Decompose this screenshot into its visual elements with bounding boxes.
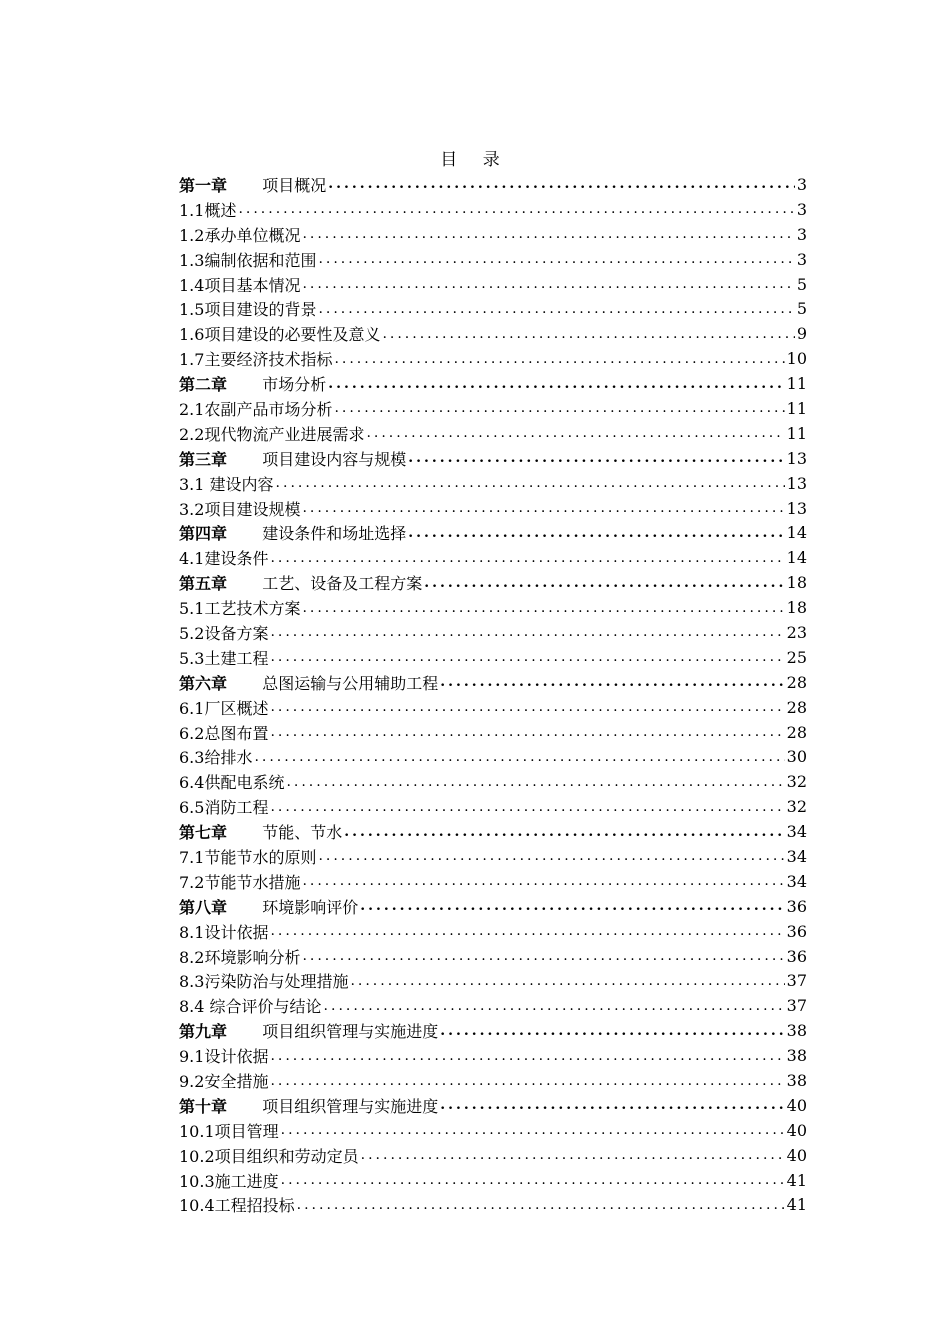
toc-entry-label: 1.4项目基本情况: [179, 275, 301, 295]
toc-section-entry[interactable]: [179, 222, 807, 247]
toc-section-entry[interactable]: [179, 695, 807, 720]
toc-entry-label: 2.1农副产品市场分析: [179, 399, 333, 419]
toc-page-number: 41: [786, 1170, 807, 1190]
toc-dot-leader: [344, 824, 784, 840]
toc-chapter-title: 环境影响评价: [262, 897, 359, 917]
toc-dot-leader: [270, 624, 784, 640]
toc-dot-leader: [270, 799, 784, 815]
toc-dot-leader: [318, 251, 794, 267]
toc-section-entry[interactable]: [179, 744, 807, 769]
toc-entry-label: 8.1设计依据: [179, 922, 269, 942]
toc-page-number: 9: [796, 324, 807, 344]
toc-section-entry[interactable]: [179, 471, 807, 496]
toc-page-number: 36: [786, 896, 807, 916]
toc-dot-leader: [408, 450, 784, 466]
toc-page-number: 3: [796, 249, 807, 269]
toc-dot-leader: [328, 176, 795, 192]
toc-entry-label: 2.2现代物流产业进展需求: [179, 424, 365, 444]
toc-chapter-entry[interactable]: [179, 894, 807, 919]
toc-dot-leader: [318, 848, 784, 864]
toc-page-number: 11: [786, 374, 807, 394]
toc-page-number: 36: [786, 921, 807, 941]
toc-entry-label: 1.2承办单位概况: [179, 225, 301, 245]
toc-chapter-entry[interactable]: [179, 172, 807, 197]
toc-section-entry[interactable]: [179, 247, 807, 272]
toc-chapter-title: 项目建设内容与规模: [262, 449, 407, 469]
toc-section-entry[interactable]: [179, 1068, 807, 1093]
toc-entry-label: 5.2设备方案: [179, 623, 269, 643]
toc-entry-label: 6.5消防工程: [179, 798, 269, 818]
toc-entry-label: 第五章: [179, 574, 228, 594]
toc-dot-leader: [276, 475, 785, 491]
toc-section-entry[interactable]: [179, 272, 807, 297]
toc-dot-leader: [270, 699, 784, 715]
toc-entry-label: 1.1概述: [179, 200, 237, 220]
toc-chapter-entry[interactable]: [179, 570, 807, 595]
toc-page-number: 30: [786, 747, 807, 767]
toc-page-number: 28: [786, 722, 807, 742]
toc-entry-label: 7.2节能节水措施: [179, 872, 301, 892]
toc-entry-label: 第六章: [179, 673, 228, 693]
toc-section-entry[interactable]: [179, 869, 807, 894]
toc-list: [179, 172, 807, 1217]
toc-entry-label: 10.2项目组织和劳动定员: [179, 1146, 359, 1166]
toc-page-number: 28: [786, 672, 807, 692]
toc-page-number: 13: [786, 448, 807, 468]
toc-section-entry[interactable]: [179, 919, 807, 944]
toc-dot-leader: [361, 1147, 785, 1163]
toc-dot-leader: [286, 774, 784, 790]
toc-entry-label: 第一章: [179, 175, 228, 195]
toc-page-number: 5: [796, 274, 807, 294]
toc-dot-leader: [270, 724, 784, 740]
toc-page-number: 38: [786, 1021, 807, 1041]
toc-dot-leader: [270, 1048, 784, 1064]
toc-page-number: 25: [786, 647, 807, 667]
toc-dot-leader: [254, 749, 784, 765]
toc-chapter-title: 市场分析: [262, 375, 327, 395]
toc-section-entry[interactable]: [179, 1043, 807, 1068]
toc-title: 目 录: [440, 150, 510, 170]
toc-entry-label: 8.2环境影响分析: [179, 947, 301, 967]
toc-page-number: 32: [786, 797, 807, 817]
toc-entry-label: 8.4 综合评价与结论: [179, 997, 322, 1017]
toc-dot-leader: [350, 973, 784, 989]
toc-entry-label: 1.7主要经济技术指标: [179, 350, 333, 370]
toc-entry-label: 6.3给排水: [179, 748, 253, 768]
toc-page-number: 34: [786, 846, 807, 866]
toc-entry-label: 5.1工艺技术方案: [179, 599, 301, 619]
toc-section-entry[interactable]: [179, 197, 807, 222]
toc-entry-label: 第七章: [179, 823, 228, 843]
toc-dot-leader: [360, 898, 784, 914]
toc-entry-label: 6.4供配电系统: [179, 773, 285, 793]
toc-entry-label: 10.3施工进度: [179, 1171, 279, 1191]
toc-page-number: 34: [786, 871, 807, 891]
toc-page-number: 37: [786, 996, 807, 1016]
toc-page-number: 5: [796, 299, 807, 319]
toc-dot-leader: [424, 575, 784, 591]
toc-dot-leader: [440, 1023, 784, 1039]
toc-page-number: 36: [786, 946, 807, 966]
toc-chapter-title: 项目组织管理与实施进度: [262, 1022, 439, 1042]
toc-dot-leader: [270, 1073, 784, 1089]
toc-chapter-entry[interactable]: [179, 819, 807, 844]
toc-page-number: 11: [786, 423, 807, 443]
toc-dot-leader: [281, 1122, 785, 1138]
toc-page-number: 3: [796, 199, 807, 219]
toc-section-entry[interactable]: [179, 620, 807, 645]
toc-entry-label: 第二章: [179, 375, 228, 395]
toc-section-entry[interactable]: [179, 1118, 807, 1143]
toc-entry-label: 6.1厂区概述: [179, 698, 269, 718]
toc-section-entry[interactable]: [179, 545, 807, 570]
toc-section-entry[interactable]: [179, 844, 807, 869]
toc-section-entry[interactable]: [179, 346, 807, 371]
toc-entry-label: 第八章: [179, 897, 228, 917]
toc-page-number: 40: [786, 1120, 807, 1140]
toc-section-entry[interactable]: [179, 720, 807, 745]
toc-page-number: 3: [796, 174, 807, 194]
toc-entry-label: 第九章: [179, 1022, 228, 1042]
toc-entry-label: 1.6项目建设的必要性及意义: [179, 325, 381, 345]
toc-page-number: 38: [786, 1071, 807, 1090]
toc-entry-label: 3.1 建设内容: [179, 474, 274, 494]
toc-page-number: 34: [786, 822, 807, 842]
toc-entry-label: 7.1节能节水的原则: [179, 847, 317, 867]
toc-section-entry[interactable]: [179, 769, 807, 794]
toc-dot-leader: [334, 351, 784, 367]
toc-entry-label: 9.1设计依据: [179, 1047, 269, 1067]
toc-entry-label: 6.2总图布置: [179, 723, 269, 743]
toc-dot-leader: [238, 201, 794, 217]
toc-page-number: 11: [786, 398, 807, 418]
toc-entry-label: 8.3污染防治与处理措施: [179, 972, 349, 992]
toc-entry-label: 5.3土建工程: [179, 648, 269, 668]
toc-chapter-title: 节能、节水: [262, 823, 343, 843]
toc-page-number: 13: [786, 498, 807, 518]
toc-dot-leader: [302, 873, 784, 889]
toc-dot-leader: [302, 500, 784, 516]
toc-page-number: 28: [786, 697, 807, 717]
toc-entry-label: 9.2安全措施: [179, 1072, 269, 1091]
toc-chapter-title: 项目概况: [262, 175, 327, 195]
toc-page-number: 40: [786, 1145, 807, 1165]
toc-page-number: 41: [786, 1195, 807, 1215]
toc-dot-leader: [328, 376, 784, 392]
toc-entry-label: 第四章: [179, 524, 228, 544]
toc-section-entry[interactable]: [179, 1193, 807, 1218]
toc-section-entry[interactable]: [179, 396, 807, 421]
toc-dot-leader: [302, 226, 794, 242]
toc-dot-leader: [302, 276, 794, 292]
toc-dot-leader: [366, 425, 784, 441]
toc-page-number: 32: [786, 772, 807, 792]
toc-section-entry[interactable]: [179, 496, 807, 521]
toc-chapter-title: 工艺、设备及工程方案: [262, 574, 423, 594]
toc-chapter-title: 建设条件和场址选择: [262, 524, 407, 544]
toc-chapter-entry[interactable]: [179, 371, 807, 396]
toc-dot-leader: [281, 1172, 785, 1188]
toc-section-entry[interactable]: [179, 296, 807, 321]
toc-chapter-entry[interactable]: [179, 1093, 807, 1118]
toc-section-entry[interactable]: [179, 421, 807, 446]
toc-dot-leader: [297, 1197, 785, 1213]
toc-entry-label: 10.4工程招投标: [179, 1196, 295, 1216]
toc-dot-leader: [318, 301, 794, 317]
toc-section-entry[interactable]: [179, 595, 807, 620]
toc-page-number: 40: [786, 1095, 807, 1115]
toc-dot-leader: [382, 326, 794, 342]
toc-section-entry[interactable]: [179, 1143, 807, 1168]
toc-dot-leader: [324, 998, 785, 1014]
toc-chapter-entry[interactable]: [179, 520, 807, 545]
toc-entry-label: 1.5项目建设的背景: [179, 300, 317, 320]
toc-section-entry[interactable]: [179, 944, 807, 969]
toc-entry-label: 4.1建设条件: [179, 549, 269, 569]
toc-dot-leader: [408, 525, 784, 541]
toc-dot-leader: [334, 400, 784, 416]
toc-dot-leader: [440, 1097, 784, 1113]
toc-section-entry[interactable]: [179, 993, 807, 1018]
toc-chapter-entry[interactable]: [179, 1018, 807, 1043]
toc-page-number: 14: [786, 523, 807, 543]
toc-page-number: 18: [786, 598, 807, 618]
toc-entry-label: 10.1项目管理: [179, 1121, 279, 1141]
toc-page-number: 18: [786, 573, 807, 593]
toc-dot-leader: [270, 923, 784, 939]
toc-chapter-entry[interactable]: [179, 446, 807, 471]
toc-page-number: 14: [786, 548, 807, 568]
toc-dot-leader: [440, 674, 784, 690]
toc-section-entry[interactable]: [179, 1168, 807, 1193]
toc-entry-label: 第三章: [179, 449, 228, 469]
toc-dot-leader: [302, 948, 784, 964]
toc-page-number: 3: [796, 224, 807, 244]
toc-dot-leader: [270, 649, 784, 665]
toc-chapter-entry[interactable]: [179, 670, 807, 695]
toc-section-entry[interactable]: [179, 794, 807, 819]
toc-page-number: 13: [786, 473, 807, 493]
toc-chapter-title: 项目组织管理与实施进度: [262, 1096, 439, 1116]
toc-section-entry[interactable]: [179, 321, 807, 346]
toc-chapter-title: 总图运输与公用辅助工程: [262, 673, 439, 693]
toc-page-number: 10: [786, 349, 807, 369]
toc-dot-leader: [270, 550, 784, 566]
toc-dot-leader: [302, 600, 784, 616]
toc-entry-label: 1.3编制依据和范围: [179, 250, 317, 270]
toc-entry-label: 3.2项目建设规模: [179, 499, 301, 519]
toc-section-entry[interactable]: [179, 969, 807, 994]
toc-section-entry[interactable]: [179, 645, 807, 670]
toc-entry-label: 第十章: [179, 1096, 228, 1116]
toc-page-number: 23: [786, 622, 807, 642]
toc-page-number: 38: [786, 1046, 807, 1066]
toc-page-number: 37: [786, 971, 807, 991]
